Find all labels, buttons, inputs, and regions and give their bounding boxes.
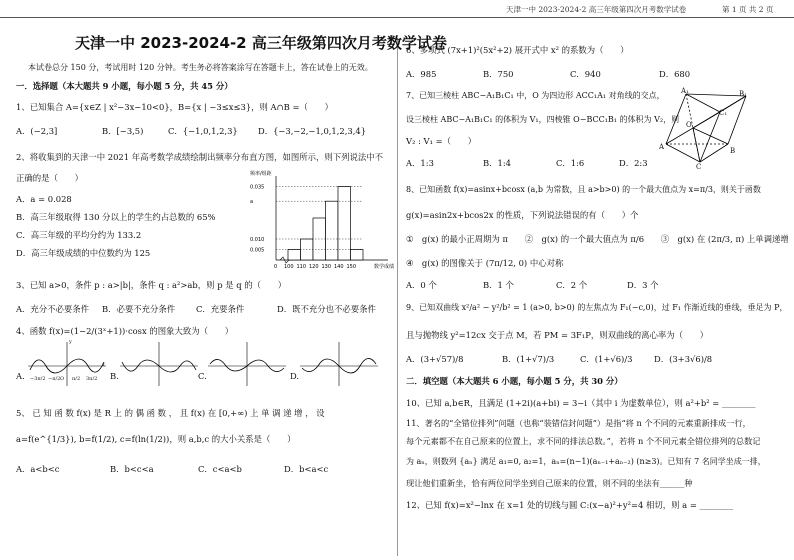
- q9-stem-line2: 且与抛物线 y²=12cx 交于点 M，若 PM = 3F₁P，则双曲线的离心率为（ ）: [406, 330, 709, 340]
- q5-option-b: B．b<c<a: [110, 464, 154, 474]
- q7-label-c1: C₁: [719, 109, 728, 117]
- q4-axis-label-x: x: [102, 362, 105, 368]
- histogram-bar-100: [288, 250, 301, 261]
- q6-option-b: B．750: [483, 69, 514, 79]
- q5-option-a: A．a<b<c: [16, 464, 60, 474]
- histogram-x-label: 数学成绩: [374, 264, 395, 270]
- q1-stem: 1、已知集合 A={x∈Z | x²−3x−10<0}，B={x | −3≤x≤3}，则 A∩B =（ ）: [16, 102, 333, 112]
- q8-option-b: B．1 个: [483, 280, 514, 290]
- page-title: 天津一中 2023-2024-2 高三年级第四次月考数学试卷: [75, 34, 447, 52]
- histogram-ytick-2: 0.010: [250, 237, 265, 243]
- q4-option-d: D.: [290, 371, 300, 381]
- q4-option-b: B.: [110, 371, 119, 381]
- q1-option-b: B．[−3,5): [102, 126, 144, 136]
- q5-option-c: C．c<a<b: [198, 464, 242, 474]
- q4-graph-c: [206, 340, 288, 388]
- q4-graph-d: [298, 340, 380, 388]
- histogram-y-label: 频率/组距: [250, 171, 272, 177]
- q1-option-a: A．(−2,3]: [16, 126, 58, 136]
- q7-stem-line3: V₂ : V₁ =（ ）: [406, 136, 477, 146]
- q7-option-c: C．1:6: [556, 158, 585, 168]
- histogram-xtick-120: 120: [309, 264, 319, 270]
- q7-option-a: A．1:3: [406, 158, 434, 168]
- q11-line1: 11、著名的“全错位排列”问题（也称“装错信封问题”）是指“将 n 个不同的元素重新排成一行，: [406, 418, 751, 428]
- q4-axis-label-5: 3π/2: [86, 376, 98, 382]
- q12-text: 12、已知 f(x)=x²−lnx 在 x=1 处的切线与圆 C:(x−a)²+y²=4 相切，则 a = ________: [406, 500, 734, 510]
- histogram-xtick-110: 110: [296, 264, 307, 270]
- q6-option-c: C．940: [570, 69, 601, 79]
- q7-label-a1: A₁: [681, 87, 689, 95]
- q2-option-c: C．高三年级的平均分约为 133.2: [16, 230, 142, 240]
- q2-option-a: A．a = 0.028: [16, 194, 72, 204]
- section-choice-heading: 一．选择题（本大题共 9 小题，每小题 5 分，共 45 分）: [16, 81, 233, 91]
- q5-option-d: D．b<a<c: [284, 464, 329, 474]
- q7-prism-figure: [656, 82, 786, 180]
- histogram-ytick-1: a: [250, 199, 254, 206]
- q7-label-b1: B₁: [739, 90, 747, 98]
- q3-stem: 3、已知 a>0，条件 p : a>|b|，条件 q : a²>ab，则 p 是 q 的（ ）: [16, 280, 287, 290]
- q9-option-b: B．(1+√7)/3: [502, 354, 555, 364]
- histogram-xtick-100: 100: [284, 264, 294, 270]
- q3-option-a: A．充分不必要条件: [16, 304, 90, 314]
- q9-option-d: D．(3+3√6)/8: [654, 354, 713, 364]
- section-fill-heading: 二．填空题（本大题共 6 小题，每小题 5 分，共 30 分）: [406, 376, 623, 386]
- q8-items-line2: ④ g(x) 的图像关于 (7π/12, 0) 中心对称: [406, 258, 564, 268]
- intro-text: 本试卷总分 150 分，考试用时 120 分钟。考生务必将答案涂写在答题卡上，答在试卷上的无效。: [28, 63, 373, 72]
- histogram-bar-140: [338, 187, 351, 261]
- histogram-bar-150: [351, 250, 364, 261]
- q4-axis-label-y: y: [69, 339, 72, 345]
- q1-option-c: C．{−1,0,1,2,3}: [168, 126, 238, 136]
- q6-option-d: D．680: [659, 69, 691, 79]
- q5-stem-line1: 5、 已 知 函 数 f(x) 是 R 上 的 偶 函 数 ， 且 f(x) 在 [0,+∞) 上 单 调 递 增 ， 设: [16, 408, 325, 418]
- q7-label-a: A: [659, 143, 665, 151]
- header-rule: [0, 17, 794, 18]
- q2-stem-line1: 2、将收集到的天津一中 2021 年高考数学成绩绘制出频率分布直方图，如图所示，则下列说法中不: [16, 152, 383, 162]
- q7-option-b: B．1:4: [483, 158, 512, 168]
- q9-option-a: A．(3+√57)/8: [406, 354, 464, 364]
- q8-stem-line2: g(x)=asin2x+bcos2x 的性质，下列说法错误的有（ ）个: [406, 210, 639, 220]
- q11-line3: 为 aₙ，则数列 {aₙ} 满足 a₁=0, a₂=1，aₙ=(n−1)(aₙ₋₁+aₙ₋₂) (n≥3)。已知有 7 名同学坐成一排，: [406, 457, 766, 466]
- q10-text: 10、已知 a,b∈R，且满足 (1+2i)(a+bi) = 3−i（其中 i 为虚数单位），则 a²+b² = ________: [406, 398, 756, 408]
- histogram-xtick-140: 140: [334, 264, 344, 270]
- q8-option-a: A．0 个: [406, 280, 437, 290]
- q7-label-o: O: [686, 121, 692, 129]
- q8-option-c: C．2 个: [556, 280, 588, 290]
- q11-line2: 每个元素都不在自己原来的位置上，求不同的排法总数。”，若将 n 个不同元素全错位排列的总数记: [406, 436, 761, 446]
- q7-stem-line2: 设三棱柱 ABC−A₁B₁C₁ 的体积为 V₁，四棱锥 O−BCC₁B₁ 的体积为 V₂，则: [406, 115, 680, 124]
- histogram-ytick-3: 0.005: [250, 247, 265, 254]
- q9-option-c: C．(1+√6)/3: [580, 354, 633, 364]
- q3-option-c: C．充要条件: [196, 304, 245, 314]
- q6-option-a: A．985: [406, 69, 437, 79]
- q8-option-d: D．3 个: [627, 280, 659, 290]
- q4-axis-label-4: π/2: [72, 376, 81, 382]
- q6-stem: 6、多项式 (7x+1)²(5x²+2) 展开式中 x² 的系数为（ ）: [406, 45, 629, 55]
- q2-option-d: D．高三年级成绩的中位数约为 125: [16, 248, 151, 258]
- q7-label-c: C: [696, 163, 702, 171]
- header-page: 第 1 页 共 2 页: [722, 5, 774, 14]
- q2-option-b: B．高三年级取得 130 分以上的学生约占总数的 65%: [16, 212, 216, 222]
- q7-stem-line1: 7、已知三棱柱 ABC−A₁B₁C₁ 中，O 为四边形 ACC₁A₁ 对角线的交点，: [406, 91, 665, 100]
- q3-option-d: D．既不充分也不必要条件: [277, 304, 376, 314]
- q5-stem-line2: a=f(e^{1/3}), b=f(1/2), c=f(ln(1/2))，则 a,b,c 的大小关系是（ ）: [16, 434, 296, 444]
- q3-option-b: B．必要不充分条件: [102, 304, 176, 314]
- histogram-xtick-0: 0: [274, 264, 278, 270]
- q7-label-b: B: [730, 147, 736, 155]
- q8-stem-line1: 8、已知函数 f(x)=asinx+bcosx (a,b 为常数，且 a>b>0) 的一个最大值点为 x=π/3，则关于函数: [406, 185, 761, 194]
- q4-axis-label-2: −π/2: [48, 376, 61, 382]
- q11-line4: 现让他们重新坐，恰有两位同学坐到自己原来的位置，则不同的坐法有______种: [406, 478, 693, 488]
- q8-items-line1: ① g(x) 的最小正周期为 π ② g(x) 的一个最大值点为 π/6 ③ g(x) 在 (2π/3, π) 上单调递增: [406, 234, 789, 244]
- q4-option-c: C.: [198, 371, 207, 381]
- q4-axis-label-3: O: [60, 376, 65, 382]
- histogram-chart: [248, 168, 396, 276]
- column-divider: [397, 38, 398, 556]
- q4-graph-b: [118, 340, 200, 388]
- q4-stem: 4、函数 f(x)=(1−2/(3ˣ+1))·cosx 的图象大致为（ ）: [16, 326, 234, 336]
- q1-option-d: D．{−3,−2,−1,0,1,2,3,4}: [258, 126, 367, 136]
- q9-stem-line1: 9、已知双曲线 x²/a² − y²/b² = 1 (a>0, b>0) 的左焦点为 F₁(−c,0)，过 F₁ 作渐近线的垂线，垂足为 P，: [406, 303, 788, 312]
- histogram-bar-130: [326, 201, 339, 260]
- q4-option-a: A.: [16, 371, 25, 381]
- header-school: 天津一中 2023-2024-2 高三年级第四次月考数学试卷: [506, 5, 687, 14]
- q7-option-d: D．2:3: [619, 158, 648, 168]
- histogram-ytick-0: 0.035: [250, 184, 265, 191]
- q4-axis-label-1: −3π/2: [30, 376, 46, 382]
- histogram-xtick-150: 150: [346, 264, 357, 270]
- histogram-xtick-130: 130: [321, 264, 332, 270]
- q2-stem-line2: 正确的是（ ）: [16, 173, 83, 183]
